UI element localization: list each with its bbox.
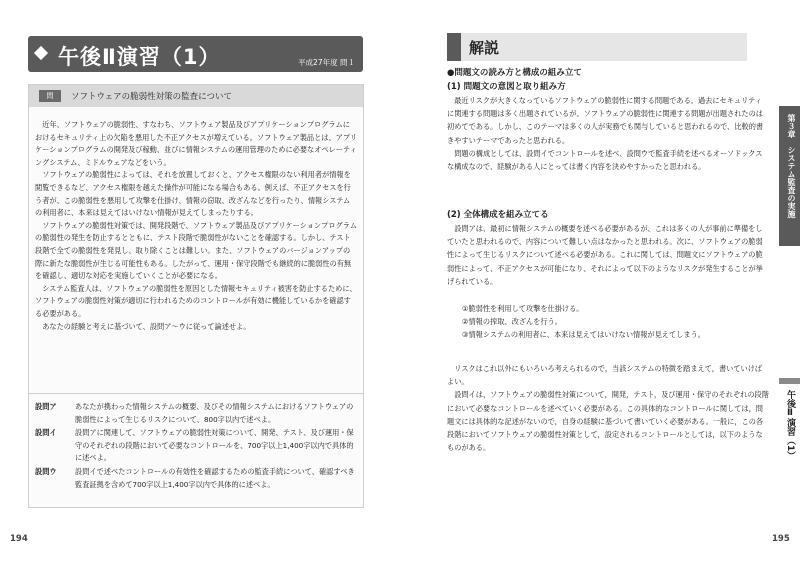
exercise-title: 午後Ⅱ演習（1） — [58, 45, 221, 69]
diamond-bullet-icon — [34, 46, 48, 60]
divider — [29, 393, 363, 394]
heading-label-box — [461, 33, 747, 61]
question-tag: 問 — [39, 90, 61, 102]
risk-item: ①脆弱性を利用して攻撃を仕掛ける。 — [462, 304, 584, 313]
question-item — [35, 401, 357, 426]
risk-item: ③情報システムの利用者に、本来は見えてはいけない情報が見えてしまう。 — [462, 330, 705, 340]
problem-topic: ソフトウェアの脆弱性対策の監査について — [71, 92, 232, 102]
explanation-heading-bar — [447, 33, 747, 61]
explanation-paragraph: 最近リスクが大きくなっているソフトウェアの脆弱性に関する問題である。過去にセキュリティに関連する問題は多く出題されているが、ソフトウェアの脆弱性に関連する問題が出題されたのは初めてである。しかし、このテーマは多くの人が実務でも関与していると思われるので、比較的書きやすいテーマであったと思われる。 — [447, 96, 764, 145]
subsection-title-2: (2) 全体構成を組み立てる — [447, 210, 549, 220]
subsection-title-1: (1) 問題文の意図と取り組み方 — [447, 82, 566, 92]
problem-paragraph: あなたの経験と考えに基づいて、設問ア～ウに従って論述せよ。 — [42, 321, 251, 331]
subsection-2-continued — [447, 362, 769, 454]
risk-item: ②情報の搾取、改ざんを行う。 — [462, 317, 562, 327]
problem-paragraph: ソフトウェアの脆弱性対策では、開発段階で、ソフトウェア製品及びアプリケーションプログラムの脆弱性の発生を防止するとともに、テスト段階で脆弱性がないことを確認する。しかし、テスト段階で全ての脆弱性を発見し、取り除くことは難しい。また、ソフトウェアのバージョンアップの際に新たな脆弱性が生じる可能性もある。したがって、運用・保守段階でも継続的に脆弱性の有無を確認し、適切な対応を実施していくことが必要になる。 — [35, 220, 357, 281]
explanation-paragraph: 設問アは、最初に情報システムの概要を述べる必要があるが、これは多くの人が事前に準備をしていたと思われるので、内容について難しい点はなかったと思われる。次に、ソフトウェアの脆弱性によって生じるリスクについて述べる必要がある。これに関しては、問題文にソフトウェアの脆弱性によって、不正アクセスが可能になり、それによって以下のようなリスクが発生することが挙げられている。 — [447, 224, 763, 286]
question-label: 設問ア — [35, 402, 57, 411]
exam-reference: 平成27年度 問１ — [298, 58, 355, 67]
question-item — [35, 427, 357, 465]
question-label: 設問イ — [35, 428, 57, 438]
explanation-paragraph: 設問イは，ソフトウェアの脆弱性対策について，開発，テスト，及び運用・保守のそれぞれの段階において必要なコントロールを述べていく必要がある。この具体的なコントロールに関しては，問題文には具体的な記述がないので，自身の経験に基づいて書いていく必要がある。一般に，この各段階においてソフトウェアの脆弱性対策として，設定されるコントロールとしては，以下のようなものがある。 — [447, 390, 769, 453]
question-list — [35, 401, 357, 492]
topic-band — [29, 85, 363, 107]
explanation-paragraph: 問題の構成としては、設問イでコントロールを述べ、設問ウで監査手続を述べるオーソドックスな構成なので、経験がある人にとっては書く内容を決めやすかったと思われる。 — [447, 148, 763, 172]
section-title: ●問題文の読み方と構成の組み立て — [447, 68, 582, 78]
question-text: あなたが携わった情報システムの概要、及びその情報システムにおけるソフトウェアの脆弱性によって生じるリスクについて、800字以内で述べよ。 — [75, 402, 354, 424]
side-tab-cap — [779, 378, 800, 384]
subsection-1-body — [447, 94, 769, 173]
question-text: 設問イで述べたコントロールの有効性を確認するための監査手続について、確認すべき監査証拠を含めて700字以上1,400字以内で具体的に述べよ。 — [75, 466, 355, 489]
page-number-right: 195 — [772, 534, 790, 544]
exercise-side-tab — [779, 378, 800, 478]
risk-list — [462, 302, 762, 342]
exercise-side-tab-label: 午後Ⅱ演習（1） — [785, 390, 795, 461]
problem-statement — [35, 119, 357, 333]
chapter-side-tab — [779, 106, 800, 246]
question-label: 設問ウ — [35, 466, 57, 476]
question-text: 設問アに関連して、ソフトウェアの脆弱性対策について、開発、テスト、及び運用・保守のそれぞれの段階において必要なコントロールを、700字以上1,400字以内で具体的に述べよ。 — [75, 428, 354, 463]
explanation-paragraph: リスクはこれ以外にもいろいろ考えられるので，当該システムの特徴を踏まえて，書いていけばよい。 — [447, 364, 763, 387]
problem-paragraph: システム監査人は、ソフトウェアの脆弱性を原因とした情報セキュリティ被害を防止するために、ソフトウェアの脆弱性対策が適切に行われるためのコントロールが有効に機能しているかを確認する必要がある。 — [35, 283, 357, 318]
explanation-heading: 解説 — [469, 39, 500, 57]
problem-box — [28, 84, 364, 508]
question-item — [35, 466, 357, 491]
subsection-2-body — [447, 222, 769, 288]
problem-paragraph: ソフトウェアの脆弱性によっては、それを放置しておくと、アクセス権限のない利用者が情報を閲覧できるなど、アクセス権限を越えた操作が可能になる場合もある。例えば、不正アクセスを行う者が、この脆弱性を悪用して攻撃を仕掛け、情報の窃取、改ざんなどを行ったり、情報システムの利用者に、本来は見えてはいけない情報が見えてしまったりする。 — [35, 170, 351, 218]
page-number-left: 194 — [10, 534, 28, 544]
problem-paragraph: 近年、ソフトウェアの脆弱性、すなわち、ソフトウェア製品及びアプリケーションプログラムにおけるセキュリティ上の欠陥を悪用した不正アクセスが増えている。ソフトウェア製品とは、アプリケーションプログラムの開発及び稼動、並びに情報システムの運用管理のために必要なオペレーティングシステム、ミドルウェアなどをいう。 — [35, 120, 357, 167]
exercise-title-bar — [28, 36, 363, 72]
chapter-side-tab-label: 第３章 システム監査の実施 — [787, 114, 796, 218]
heading-tab-marker — [447, 33, 461, 61]
